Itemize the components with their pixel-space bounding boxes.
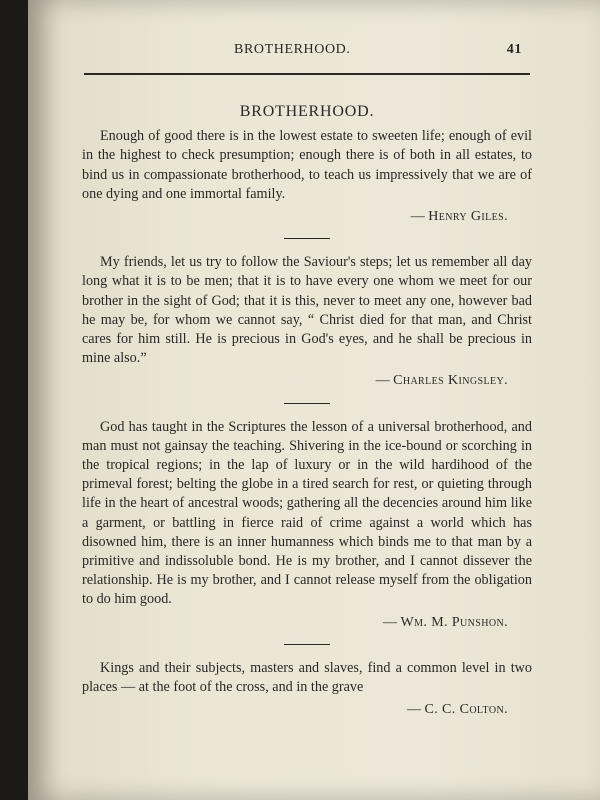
author-name: Charles Kingsley. <box>393 373 508 389</box>
quote-attribution: — Wm. M. Punshon. <box>382 614 508 630</box>
quote-punshon <box>82 418 532 632</box>
quote-text: My friends, let us try to follow the Saviour's steps; let us remember all day long what it is to be men; that it is to have every one whom we meet for our brother in the sight of God; that it is this, never to meet any one, however bad he may be, for whom we cannot say, “ Christ died for that man, and Christ cares for him still. He is precious in God's eyes, and he shall be precious in mine also.” <box>82 254 532 367</box>
author-name: C. C. Colton. <box>424 702 508 718</box>
page-number: 41 <box>506 42 522 57</box>
quote-attribution: — Charles Kingsley. <box>375 373 508 389</box>
quote-kingsley <box>82 253 532 390</box>
quote-text: Kings and their subjects, masters and slaves, find a common level in two places — at the foot of the cross, and in the grave <box>82 659 532 696</box>
book-page <box>28 0 600 800</box>
quote-colton <box>82 659 532 720</box>
author-name: Wm. M. Punshon. <box>400 614 508 630</box>
header-rule <box>84 73 530 75</box>
author-name: Henry Giles. <box>428 209 508 225</box>
running-head <box>84 42 522 64</box>
quote-attribution: — C. C. Colton. <box>407 702 508 718</box>
running-title: BROTHERHOOD. <box>234 42 351 57</box>
quote-text: Enough of good there is in the lowest estate to sweeten life; enough of evil in the highest to check presumption; enough there is of both in all estates, to bind us in compassionate brotherhood, to teach us impressively that we are of one dying and one immortal family. <box>82 128 532 202</box>
divider <box>284 644 330 645</box>
quote-attribution: — Henry Giles. <box>410 209 508 225</box>
page-content <box>82 102 532 719</box>
section-title: BROTHERHOOD. <box>239 103 375 120</box>
quote-giles <box>82 127 532 226</box>
divider <box>284 403 330 404</box>
divider <box>284 238 330 239</box>
quote-text: God has taught in the Scriptures the lesson of a universal brotherhood, and man must not gainsay the teaching. Shivering in the ice-bound or scorching in the tropical regions; in the lap of luxury or in the wild hardihood of the primeval forest; belting the globe in a tired search for rest, or quieting through life in the heart of ancestral woods; gathering all the decencies around him like a garment, or battling in fierce raid of crime against a world which has disowned him, there is an inner humanness which binds me to that man by a primitive and indissoluble bond. He is my brother, and I cannot dissever the relationship. He is my brother, and I cannot release myself from the obligation to do him good. <box>82 418 532 608</box>
